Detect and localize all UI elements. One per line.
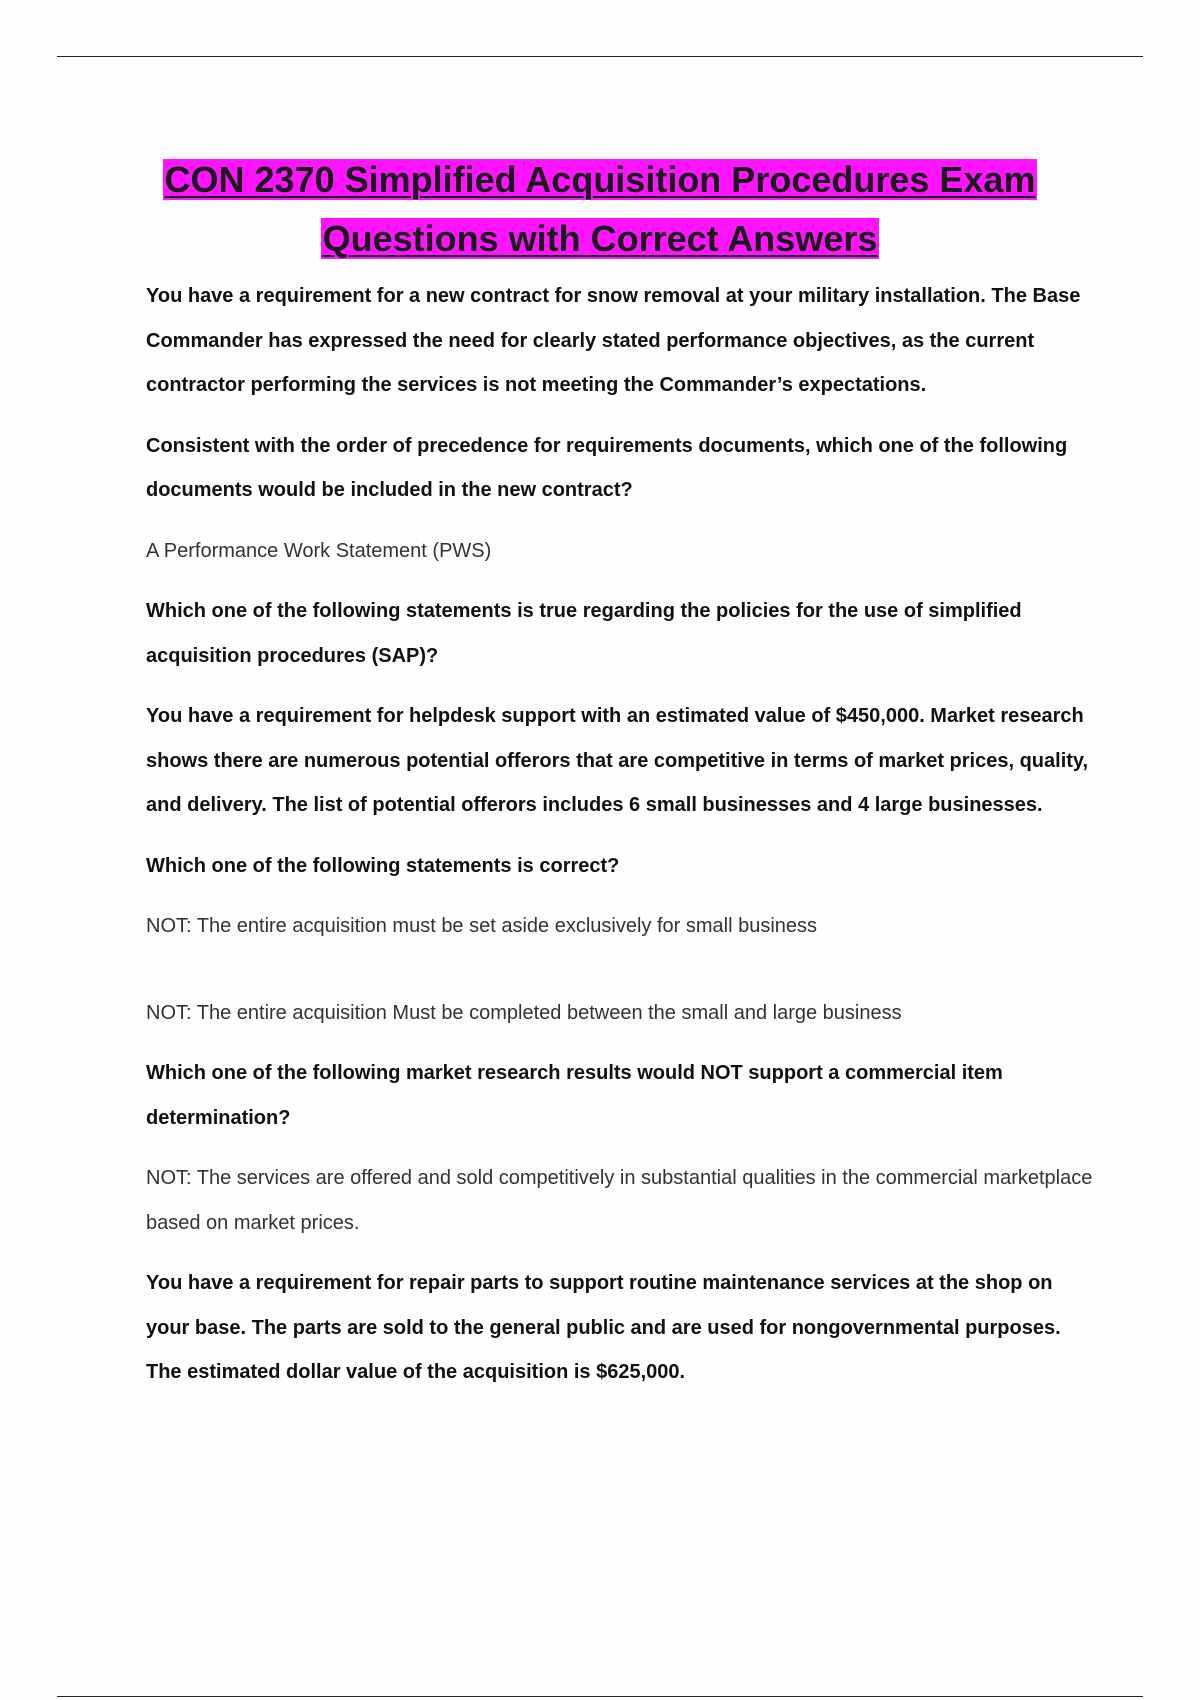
question-text: Which one of the following statements is correct? — [146, 854, 620, 877]
title-line-2: Questions with Correct Answers — [322, 218, 878, 259]
answer-text: NOT: The entire acquisition Must be completed between the small and large business — [146, 1001, 902, 1024]
document-body — [146, 274, 1096, 1411]
question-text: Which one of the following market research results would NOT support a commercial item determination? — [146, 1062, 1003, 1129]
title-line-1: CON 2370 Simplified Acquisition Procedures Exam — [164, 159, 1036, 200]
question-text: You have a requirement for helpdesk support with an estimated value of $450,000. Market research shows there are numerous potential offerors that are competitive in terms of market prices, quality, and delivery. The list of potential offerors includes 6 small businesses and 4 large businesses. — [146, 705, 1089, 816]
bottom-rule — [57, 1696, 1143, 1697]
question-text: You have a requirement for repair parts to support routine maintenance services at the shop on your base. The parts are sold to the general public and are used for nongovernmental purposes. The estimated dollar value of the acquisition is $625,000. — [146, 1272, 1061, 1383]
answer-text: A Performance Work Statement (PWS) — [146, 539, 492, 562]
top-rule — [57, 56, 1143, 57]
question-text: You have a requirement for a new contract for snow removal at your military installation. The Base Commander has expressed the need for clearly stated performance objectives, as the current contractor performing the services is not meeting the Commander’s expectations. — [146, 285, 1081, 396]
answer-text: NOT: The entire acquisition must be set aside exclusively for small business — [146, 915, 818, 937]
answer-text: NOT: The services are offered and sold competitively in substantial qualities in the commercial marketplace based on market prices. — [146, 1167, 1093, 1234]
document-title — [60, 150, 1140, 268]
question-text: Consistent with the order of precedence for requirements documents, which one of the following documents would be included in the new contract? — [146, 434, 1068, 501]
question-text: Which one of the following statements is true regarding the policies for the use of simplified acquisition procedures (SAP)? — [146, 600, 1022, 667]
